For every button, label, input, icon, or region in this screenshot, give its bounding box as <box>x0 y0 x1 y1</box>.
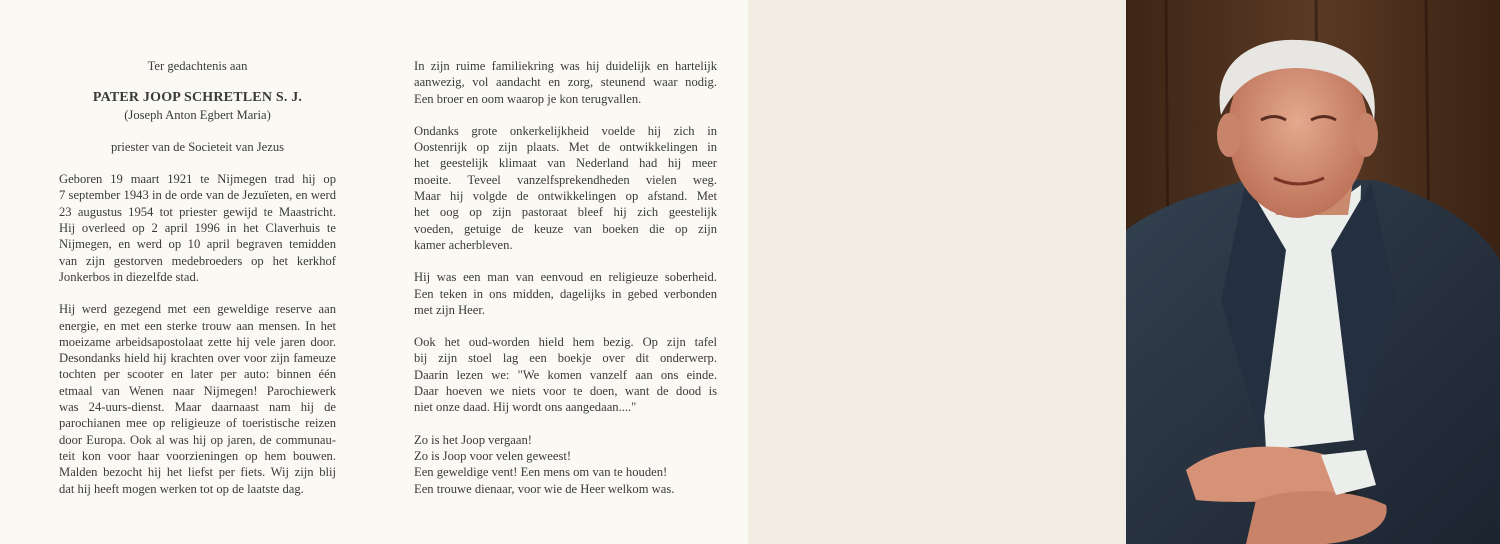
text-line: Maar hij volgde de ontwikkelingen op afstand. Met <box>414 189 717 204</box>
simplicity-paragraph <box>414 269 717 318</box>
dedication-line: Ter gedachtenis aan <box>147 59 248 73</box>
text-line: 7 september 1943 in de orde van de Jezuïeten, en werd <box>59 188 336 203</box>
text-column-right <box>414 58 717 497</box>
text-line: door Europa. Ook al was hij op jaren, de communau- <box>59 432 336 447</box>
text-line: Desondanks hield hij krachten over voor zijn fameuze <box>59 351 336 366</box>
austria-paragraph <box>414 123 717 253</box>
family-paragraph <box>414 58 717 107</box>
deceased-name: PATER JOOP SCHRETLEN S. J. <box>92 90 303 106</box>
text-line: Daar hoeven we niets voor te doen, want de dood is <box>414 384 717 399</box>
text-line: Een broer en oom waarop je kon terugvallen. <box>414 91 642 106</box>
text-line: was 24-uurs-dienst. Maar daarnaast nam hij de <box>59 400 336 415</box>
text-line: met zijn Heer. <box>414 302 485 317</box>
character-paragraph <box>59 301 336 497</box>
text-line: voeden, getuige de keuze van boeken die op zijn <box>414 221 717 236</box>
text-line: Een teken in ons midden, dagelijks in gebed verbonden <box>414 286 717 301</box>
text-line: Hij overleed op 2 april 1996 in het Claverhuis te <box>59 221 336 236</box>
text-line: Hij was een man van eenvoud en religieuze soberheid. <box>414 270 717 285</box>
text-line: Geboren 19 maart 1921 te Nijmegen trad hij op <box>59 172 336 187</box>
text-line: van zijn gestorven medebroeders op het kerkhof <box>59 253 336 268</box>
text-line: energie, en met een sterke trouw aan mensen. In het <box>59 318 336 333</box>
portrait-illustration <box>1126 0 1500 544</box>
portrait-photo <box>1126 0 1500 544</box>
text-line: teit kon voor haar voorzieningen op hem bouwen. <box>59 448 336 463</box>
text-line: Malden bezocht hij het liefst per fiets. Wij zijn blij <box>59 465 336 480</box>
closing-poem <box>414 432 717 497</box>
text-line: het oog op zijn pastoraat bleef hij zich geestelijk <box>414 205 717 220</box>
text-line: Oostenrijk op zijn plaats. Met de ontwikkelingen in <box>414 140 717 155</box>
text-line: Ook het oud-worden hield hem bezig. Op zijn tafel <box>414 335 717 350</box>
text-line: Ondanks grote onkerkelijkheid voelde hij zich in <box>414 123 717 138</box>
text-line: aanwezig, vol aandacht en zorg, steunend waar nodig. <box>414 75 717 90</box>
poem-line: Zo is Joop voor velen geweest! <box>414 448 572 463</box>
aging-paragraph <box>414 334 717 415</box>
poem-line: Een geweldige vent! Een mens om van te houden! <box>414 465 668 480</box>
poem-line: Een trouwe dienaar, voor wie de Heer welkom was. <box>414 481 675 496</box>
text-line: 23 augustus 1954 tot priester gewijd te Maastricht. <box>59 204 336 219</box>
text-line: niet onze daad. Hij wordt ons aangedaan...." <box>414 400 637 415</box>
text-line: tochten per scooter en later per auto: binnen één <box>59 367 336 382</box>
biography-paragraph <box>59 171 336 285</box>
poem-line: Zo is het Joop vergaan! <box>414 432 532 447</box>
text-line: Hij werd gezegend met een geweldige reserve aan <box>59 302 336 317</box>
memorial-card-text-panel <box>0 0 748 544</box>
text-column-left <box>59 58 336 497</box>
text-line: In zijn ruime familiekring was hij duidelijk en hartelijk <box>414 59 717 73</box>
text-line: Jonkerbos in diezelfde stad. <box>59 269 199 284</box>
text-line: Daarin lezen we: "We komen vanzelf aan ons einde. <box>414 367 717 382</box>
text-line: parochianen mee op religieuze of toeristische reizen <box>59 416 336 431</box>
text-line: het geestelijk klimaat van Nederland had hij meer <box>414 156 717 171</box>
text-line: dat hij heeft mogen werken tot op de laatste dag. <box>59 481 304 496</box>
deceased-role: priester van de Societeit van Jezus <box>110 139 285 154</box>
text-line: etmaal van Wenen naar Nijmegen! Parochiewerk <box>59 383 336 398</box>
text-line: moeizame arbeidsapostolaat zette hij vele jaren door. <box>59 334 336 349</box>
blank-card-panel <box>748 0 1126 544</box>
text-line: kamer acherbleven. <box>414 237 513 252</box>
text-line: Nijmegen, en werd op 10 april begraven temidden <box>59 237 336 252</box>
deceased-full-name: (Joseph Anton Egbert Maria) <box>124 107 271 122</box>
text-line: bij zijn stoel lag een boekje over dit onderwerp. <box>414 351 717 366</box>
text-line: moeite. Teveel vanzelfsprekendheden vielen weg. <box>414 172 717 187</box>
